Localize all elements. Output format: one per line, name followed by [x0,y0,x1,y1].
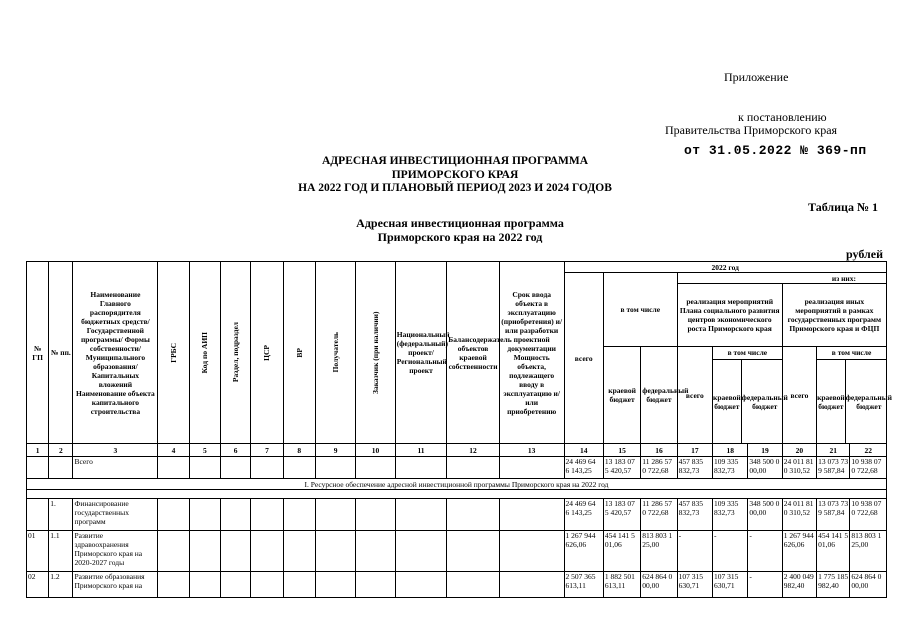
value-cell: 348 500 0 00,00 [748,499,782,531]
table-row [27,572,887,598]
value-cell: 1 267 944 626,06 [564,531,603,572]
col-number: 10 [356,444,395,457]
header-deadline: Срок ввода объекта в эксплуатацию (приобретения) и/или разработки проектной документации Мощность объекта, подлежащего вводу в эксплуатацию и/или приобретению [499,262,564,444]
value-cell: - [748,531,782,572]
value-cell: 109 335 832,73 [713,457,748,479]
header-plan: реализация мероприятий Плана социального развития центров экономического роста Приморского края [677,284,782,347]
header-gp: № ГП [27,262,49,444]
value-cell: 107 315 630,71 [677,572,712,598]
value-cell: 2 507 365 613,11 [564,572,603,598]
government-label: Правительства Приморского края [665,123,838,137]
table-number: Таблица № 1 [808,200,879,214]
value-cell: 624 864 0 00,00 [641,572,677,598]
col-number: 14 [564,444,603,457]
appendix-label: Приложение [724,70,789,84]
col-number: 1 [27,444,49,457]
row-np: 1.2 [49,572,73,598]
value-cell: 13 073 73 9 587,84 [817,499,850,531]
header-other-split [817,347,892,444]
header-grbs: ГРБС [158,262,189,444]
value-cell: 454 141 5 01,06 [817,531,850,572]
value-cell: 107 315 630,71 [713,572,748,598]
header-other-total: всего [782,347,816,444]
value-cell: 348 500 0 00,00 [748,457,782,479]
value-cell: 457 835 832,73 [677,457,712,479]
table-row-total [27,457,887,479]
col-number: 11 [395,444,447,457]
header-razdel: Раздел, подраздел [220,262,250,444]
col-number: 16 [641,444,677,457]
col-number: 20 [782,444,816,457]
row-np: 1. [49,499,73,531]
value-cell: 2 400 049 982,40 [782,572,816,598]
title-line-2: ПРИМОРСКОГО КРАЯ [391,168,519,181]
value-cell: 13 073 73 9 587,84 [817,457,850,479]
section-row [27,479,887,490]
header-aip: Код по АИП [189,262,220,444]
title-line-3: НА 2022 ГОД И ПЛАНОВЫЙ ПЕРИОД 2023 И 2024 ГОДОВ [298,182,612,194]
col-number: 17 [677,444,712,457]
value-cell: 24 469 64 6 143,25 [564,457,603,479]
investment-table [26,261,892,598]
header-federal: федеральный бюджет [641,347,677,444]
row-name: Развитие образования Приморского края на [73,572,158,598]
value-cell: 11 286 57 0 722,68 [641,499,677,531]
section-heading: I. Ресурсное обеспечение адресной инвестиционной программы Приморского края на 2022 год [27,479,887,490]
column-number-row [27,444,887,457]
col-number: 6 [220,444,250,457]
row-gp: 01 [27,531,49,572]
row-name: Финансирование государственных программ [73,499,158,531]
row-name: Всего [73,457,158,479]
value-cell: 24 011 81 0 310,52 [782,457,816,479]
value-cell: 24 469 64 6 143,25 [564,499,603,531]
value-cell: 10 938 07 0 722,68 [850,457,887,479]
col-number: 9 [315,444,355,457]
value-cell: 813 803 1 25,00 [850,531,887,572]
unit-label: рублей [846,247,884,261]
col-number: 13 [499,444,564,457]
header-other-regional: краевой бюджет [817,360,846,443]
header-plan-regional: краевой бюджет [713,360,742,443]
header-other-incl: в том числе [817,347,886,360]
table-row [27,531,887,572]
col-number: 21 [817,444,850,457]
document-title [250,155,660,196]
header-other-federal: федеральный бюджет [845,392,892,411]
header-of-them: из них: [677,273,886,284]
header-plan-incl: в том числе [713,347,782,360]
value-cell: - [677,531,712,572]
col-number: 12 [447,444,500,457]
header-vr: ВР [283,262,315,444]
header-customer: Заказчик (при наличии) [356,262,395,444]
col-number: 2 [49,444,73,457]
table-row [27,499,887,531]
row-gp [27,499,49,531]
header-regional: краевой бюджет [603,347,640,444]
value-cell: 1 775 185 982,40 [817,572,850,598]
header-other: реализация иных мероприятий в рамках государственных программ Приморского края и ФЦП [782,284,886,347]
value-cell: 10 938 07 0 722,68 [850,499,887,531]
header-np: № пп. [49,262,73,444]
subtitle-line-1: Адресная инвестиционная программа [356,216,564,230]
header-incl: в том числе [603,273,677,347]
value-cell: 13 183 07 5 420,57 [603,457,640,479]
row-np: 1.1 [49,531,73,572]
value-cell: 11 286 57 0 722,68 [641,457,677,479]
value-cell: 13 183 07 5 420,57 [603,499,640,531]
col-number: 15 [603,444,640,457]
header-plan-split [713,347,788,444]
col-number: 3 [73,444,158,457]
value-cell: 1 882 501 613,11 [603,572,640,598]
header-holder: Балансодержатель объектов краевой собственности [447,262,500,444]
value-cell: - [713,531,748,572]
col-number: 5 [189,444,220,457]
spacer-row [27,490,887,499]
header-year: 2022 год [564,262,887,273]
col-number: 4 [158,444,189,457]
col-number: 19 [748,444,782,457]
header-plan-total: всего [677,347,712,444]
value-cell: 624 864 0 00,00 [850,572,887,598]
value-cell: 457 835 832,73 [677,499,712,531]
header-total: всего [564,273,603,444]
col-number: 22 [850,444,887,457]
value-cell: 1 267 944 626,06 [782,531,816,572]
to-resolution-label: к постановлению [738,110,827,124]
value-cell: 24 011 81 0 310,52 [782,499,816,531]
row-gp: 02 [27,572,49,598]
header-name: Наименование Главного распорядителя бюджетных средств/Государственной программы/ Формы собственности/Муниципального образования/Капитальных вложений Наименование объекта капитального строительства [73,262,158,444]
value-cell: 813 803 1 25,00 [641,531,677,572]
header-recipient: Получатель [315,262,355,444]
subtitle-line-2: Приморского края на 2022 год [377,230,543,244]
table-subtitle [300,216,620,244]
header-national: Национальный (федеральный) проект/ Региональный проект [395,262,447,444]
value-cell: 109 335 832,73 [713,499,748,531]
value-cell: - [748,572,782,598]
col-number: 8 [283,444,315,457]
header-plan-federal: федеральный бюджет [741,392,788,411]
header-csr: ЦСР [251,262,283,444]
row-name: Развитие здравоохранения Приморского края на 2020-2027 годы [73,531,158,572]
title-line-1: АДРЕСНАЯ ИНВЕСТИЦИОННАЯ ПРОГРАММА [321,155,589,167]
col-number: 18 [713,444,748,457]
value-cell: 454 141 5 01,06 [603,531,640,572]
resolution-date-number: от 31.05.2022 № 369-пп [684,143,867,158]
col-number: 7 [251,444,283,457]
